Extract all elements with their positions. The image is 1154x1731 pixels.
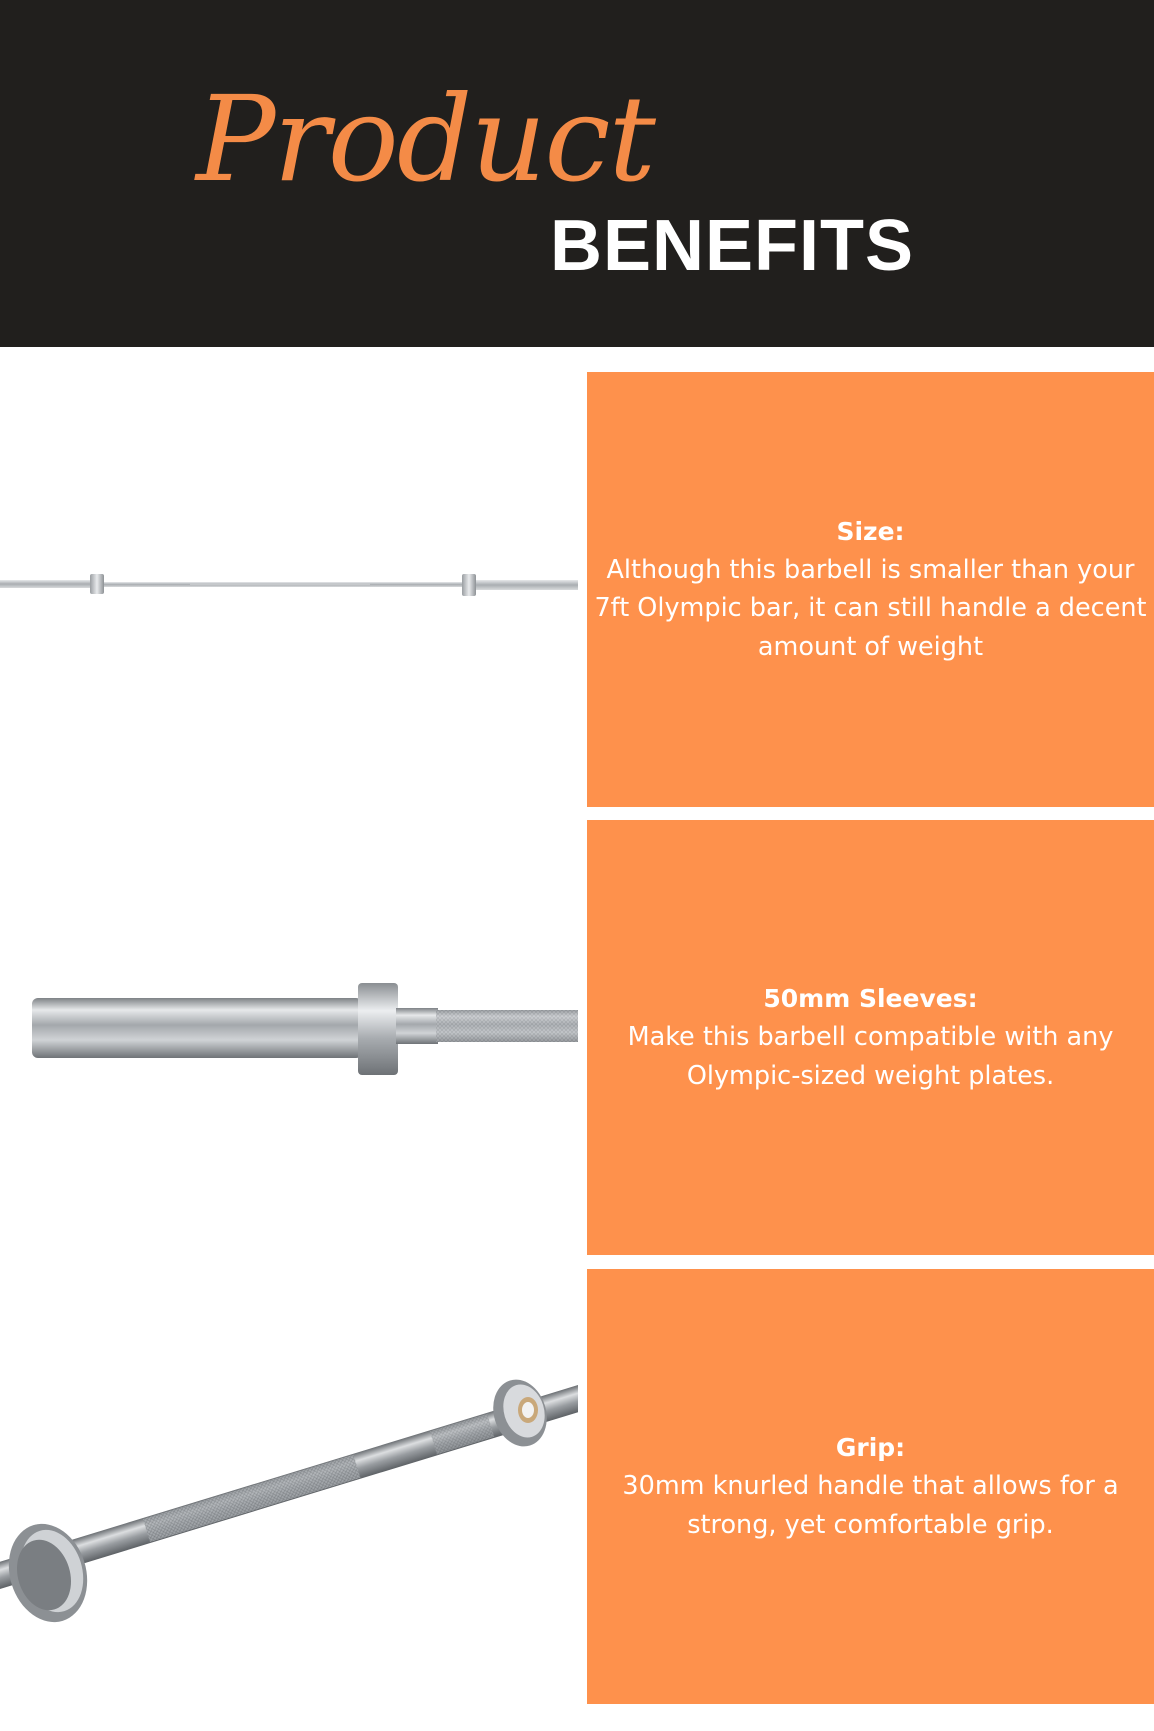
bold-title: BENEFITS — [550, 206, 915, 286]
benefit-title: 50mm Sleeves: — [763, 984, 978, 1013]
benefit-card-grip — [587, 1269, 1154, 1704]
header-banner — [0, 0, 1154, 347]
benefit-body: Make this barbell compatible with any Olympic-sized weight plates. — [627, 1022, 1114, 1091]
benefit-card-size — [587, 372, 1154, 807]
barbell-sleeve-image — [0, 820, 578, 1255]
benefit-card-sleeves — [587, 820, 1154, 1255]
script-title: Product — [196, 70, 654, 208]
benefit-body: Although this barbell is smaller than your 7ft Olympic bar, it can still handle a decent amount of weight — [594, 554, 1147, 662]
benefit-title: Size: — [836, 516, 905, 546]
barbell-grip-image — [0, 1269, 578, 1704]
barbell-full-image — [0, 372, 578, 807]
benefit-body: 30mm knurled handle that allows for a strong, yet comfortable grip. — [622, 1471, 1119, 1540]
benefit-title: Grip: — [835, 1433, 906, 1462]
